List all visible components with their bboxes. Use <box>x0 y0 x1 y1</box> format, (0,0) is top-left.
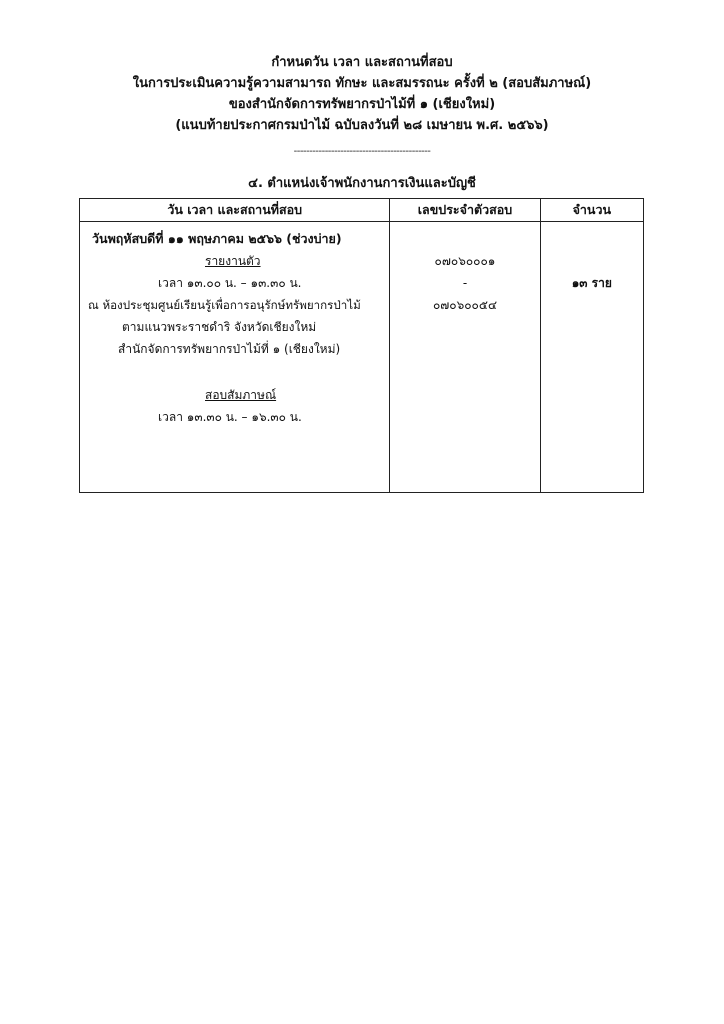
header-subtitle: ในการประเมินความรู้ความสามารถ ทักษะ และสมรรถนะ ครั้งที่ ๒ (สอบสัมภาษณ์) <box>132 76 592 91</box>
when-cell <box>80 222 390 493</box>
header-office: ของสำนักจัดการทรัพยากรป่าไม้ที่ ๑ (เชียงใหม่) <box>228 97 496 112</box>
header-when: วัน เวลา และสถานที่สอบ <box>80 199 390 222</box>
exam-id-from: ๐๗๐๖๐๐๐๑ <box>434 254 496 268</box>
report-time: เวลา ๑๓.๐๐ น. – ๑๓.๓๐ น. <box>158 276 302 290</box>
interview-label: สอบสัมภาษณ์ <box>205 388 277 402</box>
section-title: ๔. ตำแหน่งเจ้าพนักงานการเงินและบัญชี <box>248 176 476 191</box>
table-header-row <box>80 199 644 222</box>
header-count: จำนวน <box>540 199 643 222</box>
candidate-count: ๑๓ ราย <box>571 276 612 290</box>
venue-line-2: ตามแนวพระราชดำริ จังหวัดเชียงใหม่ <box>122 320 317 334</box>
header-title: กำหนดวัน เวลา และสถานที่สอบ <box>271 55 453 70</box>
document-header <box>0 52 724 136</box>
exam-schedule-table <box>79 198 644 493</box>
exam-id-cell <box>390 222 540 493</box>
exam-id-separator: - <box>462 276 468 290</box>
header-divider: -------------------------------------------- <box>293 146 431 157</box>
venue-line-1: ณ ห้องประชุมศูนย์เรียนรู้เพื่อการอนุรักษ์ทรัพยากรป่าไม้ <box>88 298 361 312</box>
venue-line-3: สำนักจัดการทรัพยากรป่าไม้ที่ ๑ (เชียงใหม่) <box>118 342 341 356</box>
report-label: รายงานตัว <box>205 254 261 268</box>
interview-time: เวลา ๑๓.๓๐ น. – ๑๖.๓๐ น. <box>158 410 302 424</box>
header-attachment-note: (แนบท้ายประกาศกรมป่าไม้ ฉบับลงวันที่ ๒๘ เมษายน พ.ศ. ๒๕๖๖) <box>175 118 549 133</box>
exam-date: วันพฤหัสบดีที่ ๑๑ พฤษภาคม ๒๕๖๖ (ช่วงบ่าย) <box>92 231 342 246</box>
table-row <box>80 222 644 493</box>
count-cell <box>540 222 643 493</box>
header-exam-id: เลขประจำตัวสอบ <box>390 199 540 222</box>
exam-id-to: ๐๗๐๖๐๐๕๔ <box>432 298 498 312</box>
